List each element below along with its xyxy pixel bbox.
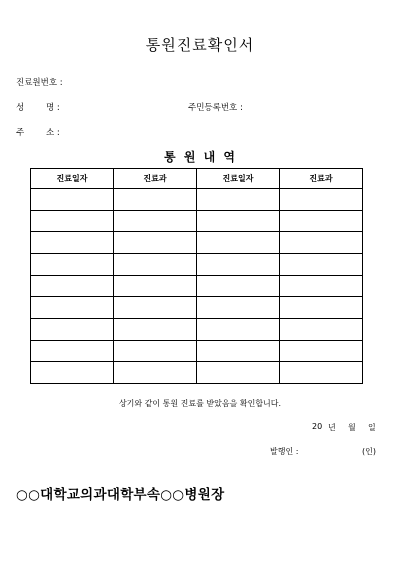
name-label-part1: 성: [16, 103, 25, 113]
table-cell: [114, 275, 197, 297]
table-cell: [197, 318, 280, 340]
table-row: [31, 297, 363, 319]
document-title: 통원진료확인서: [145, 36, 255, 54]
visit-history-table: [30, 168, 363, 384]
table-cell: [31, 340, 114, 362]
table-row: [31, 210, 363, 232]
header-department: 진료과: [114, 169, 197, 189]
table-cell: [31, 297, 114, 319]
table-cell: [31, 189, 114, 211]
table-cell: [114, 297, 197, 319]
table-cell: [197, 253, 280, 275]
table-cell: [114, 232, 197, 254]
table-cell: [280, 275, 363, 297]
table-cell: [197, 189, 280, 211]
table-cell: [197, 362, 280, 384]
header-department: 진료과: [280, 169, 363, 189]
table-cell: [114, 340, 197, 362]
table-cell: [280, 362, 363, 384]
name-label-part2: 명 :: [46, 103, 60, 113]
table-cell: [197, 297, 280, 319]
table-cell: [114, 253, 197, 275]
rrn-label: 주민등록번호 :: [188, 103, 243, 113]
table-row: [31, 275, 363, 297]
table-cell: [31, 362, 114, 384]
table-cell: [31, 232, 114, 254]
header-visit-date: 진료일자: [31, 169, 114, 189]
table-cell: [280, 297, 363, 319]
address-label-part2: 소 :: [46, 128, 60, 138]
table-cell: [114, 210, 197, 232]
table-cell: [280, 253, 363, 275]
table-row: [31, 189, 363, 211]
table-cell: [280, 340, 363, 362]
table-cell: [114, 189, 197, 211]
date-day-unit: 일: [368, 423, 376, 432]
table-row: [31, 362, 363, 384]
table-cell: [114, 318, 197, 340]
header-visit-date: 진료일자: [197, 169, 280, 189]
table-row: [31, 232, 363, 254]
chart-number-label: 진료원번호 :: [16, 78, 63, 88]
table-cell: [280, 210, 363, 232]
table-cell: [31, 253, 114, 275]
table-cell: [197, 232, 280, 254]
table-cell: [197, 210, 280, 232]
address-label-part1: 주: [16, 128, 25, 138]
table-cell: [31, 210, 114, 232]
table-cell: [31, 318, 114, 340]
section-title: 통 원 내 역: [164, 150, 236, 164]
confirmation-statement: 상기와 같이 통원 진료를 받았음을 확인합니다.: [118, 399, 282, 408]
hospital-director-signature: ○○대학교의과대학부속○○병원장: [16, 487, 225, 503]
table-cell: [114, 362, 197, 384]
date-year-prefix: 20: [312, 422, 323, 431]
issuer-label: 발행인 :: [270, 447, 299, 456]
table-row: [31, 340, 363, 362]
issuer-seal: (인): [362, 447, 376, 456]
table-row: [31, 318, 363, 340]
date-month-unit: 월: [348, 423, 356, 432]
table-cell: [31, 275, 114, 297]
table-row: [31, 253, 363, 275]
table-cell: [280, 189, 363, 211]
table-cell: [280, 318, 363, 340]
date-year-unit: 년: [328, 423, 336, 432]
table-cell: [280, 232, 363, 254]
table-header-row: [31, 169, 363, 189]
table-cell: [197, 275, 280, 297]
table-cell: [197, 340, 280, 362]
